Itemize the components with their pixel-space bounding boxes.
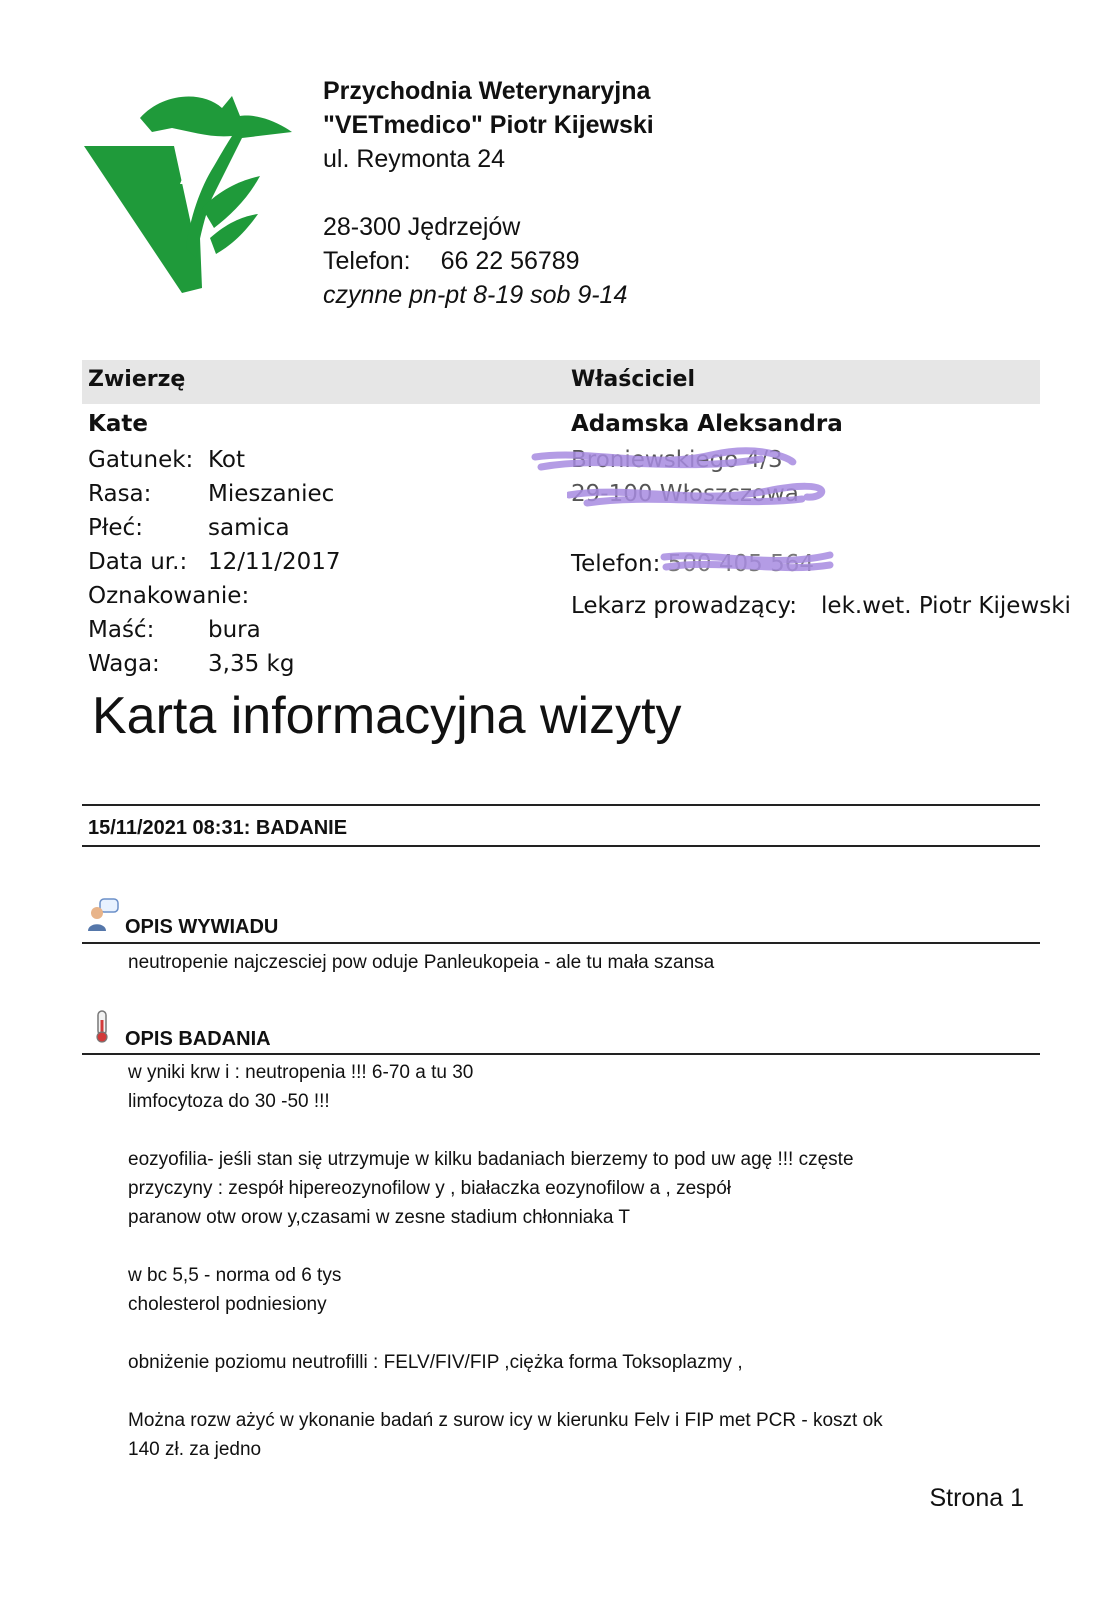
divider xyxy=(82,1053,1040,1055)
person-speech-icon xyxy=(86,898,120,937)
doctor-name: lek.wet. Piotr Kijewski xyxy=(821,593,1071,619)
animal-field-species: Gatunek: Kot xyxy=(88,447,246,473)
interview-text: neutropenie najczesciej pow oduje Panleukopeia - ale tu mała szansa xyxy=(128,952,715,973)
visit-header: 15/11/2021 08:31: BADANIE xyxy=(88,817,348,839)
animal-field-birthdate: Data ur.: 12/11/2017 xyxy=(88,549,341,575)
clinic-city: 28-300 Jędrzejów xyxy=(323,213,521,241)
thermometer-icon xyxy=(93,1010,111,1049)
clinic-info xyxy=(323,74,654,312)
owner-address-line1: Broniewskiego 4/3 xyxy=(571,443,1071,477)
owner-info xyxy=(571,405,1071,623)
clinic-hours: czynne pn-pt 8-19 sob 9-14 xyxy=(323,281,628,309)
animal-field-breed: Rasa: Mieszaniec xyxy=(88,481,335,507)
animal-field-coat: Maść: bura xyxy=(88,617,261,643)
document-title: Karta informacyjna wizyty xyxy=(92,687,682,745)
animal-header: Zwierzę xyxy=(88,367,186,392)
patient-header-band xyxy=(82,360,1040,404)
divider xyxy=(82,804,1040,806)
owner-header: Właściciel xyxy=(571,367,695,392)
animal-field-sex: Płeć: samica xyxy=(88,515,290,541)
owner-name: Adamska Aleksandra xyxy=(571,411,843,437)
clinic-phone-label: Telefon: xyxy=(323,247,411,275)
owner-phone-value: 500 405 564 xyxy=(668,547,814,581)
divider xyxy=(82,942,1040,944)
exam-text: w yniki krw i : neutropenia !!! 6-70 a tu 30 limfocytoza do 30 -50 !!! eozyofilia- jeśli stan się utrzymuje w kilku badaniach bierzemy to pod uw agę !!! częste przyczyny : zespół hipereozynofilow y , białaczka eozynofilow a , zespół paranow otw orow y,czasami w zesne stadium chłonniaka T w bc 5,5 - norma od 6 tys cholesterol podniesiony obniżenie poziomu neutrofilli : FELV/FIV/FIP ,ciężka forma Toksoplazmy , Można rozw ażyć w ykonanie badań z surow icy w kierunku Felv i FIP met PCR - koszt ok 140 zł. za jedno xyxy=(128,1062,883,1460)
divider xyxy=(82,845,1040,847)
clinic-phone xyxy=(323,244,654,278)
redaction-scribble xyxy=(531,447,831,477)
animal-name: Kate xyxy=(88,411,148,437)
owner-address-line2: 29-100 Włoszczowa xyxy=(571,477,1071,511)
page-number: Strona 1 xyxy=(929,1484,1024,1512)
interview-title: OPIS WYWIADU xyxy=(125,916,279,938)
animal-field-weight: Waga: 3,35 kg xyxy=(88,651,295,677)
exam-title: OPIS BADANIA xyxy=(125,1028,271,1050)
vet-logo-icon xyxy=(82,88,302,303)
clinic-phone-value: 66 22 56789 xyxy=(440,247,580,275)
doctor-label: Lekarz prowadzący: xyxy=(571,593,798,619)
redaction-scribble xyxy=(567,481,867,511)
owner-phone xyxy=(571,547,1071,581)
clinic-name-line1: Przychodnia Weterynaryjna xyxy=(323,77,651,105)
clinic-logo xyxy=(82,88,302,303)
redaction-scribble xyxy=(660,549,840,579)
owner-doctor xyxy=(571,589,1071,623)
animal-info xyxy=(88,405,341,681)
clinic-name-line2: "VETmedico" Piotr Kijewski xyxy=(323,111,654,139)
owner-phone-label: Telefon: xyxy=(571,551,661,577)
clinic-street: ul. Reymonta 24 xyxy=(323,145,506,173)
animal-field-marking: Oznakowanie: xyxy=(88,583,250,609)
